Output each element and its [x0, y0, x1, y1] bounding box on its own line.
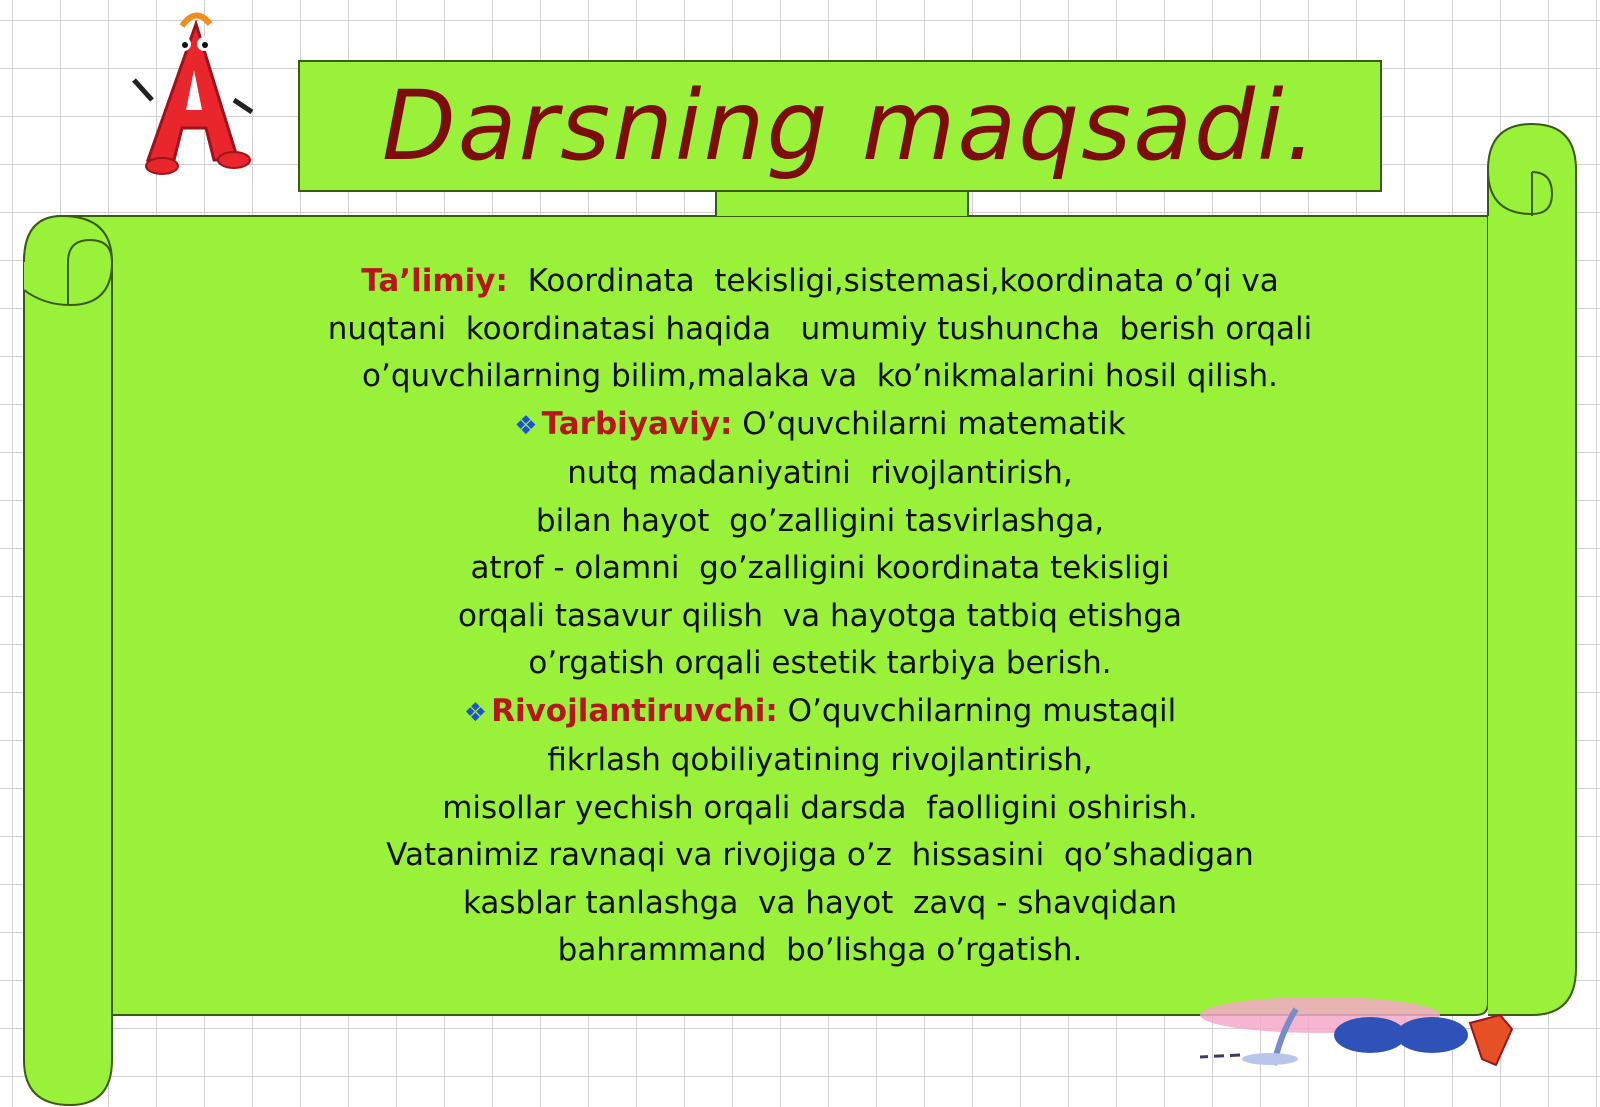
goal-line: fikrlash qobiliyatining rivojlantirish,	[547, 742, 1093, 778]
lesson-goals-text	[240, 258, 1400, 975]
section-label-rivojlantiruvchi: Rivojlantiruvchi:	[491, 692, 778, 729]
section-label-tarbiyaviy: Tarbiyaviy:	[541, 405, 733, 442]
goal-line: ❖ Rivojlantiruvchi: O’quvchilarning mustaqil	[463, 692, 1177, 729]
goal-line: orqali tasavur qilish va hayotga tatbiq etishga	[457, 597, 1183, 634]
goal-line: bilan hayot go’zalligini tasvirlashga,	[535, 502, 1105, 539]
diamond-bullet-icon: ❖	[514, 410, 538, 441]
cartoon-letter-a-icon	[126, 10, 266, 180]
page-title: Darsning maqsadi.	[381, 70, 1319, 182]
goal-line: ❖ Tarbiyaviy: O’quvchilarni matematik	[514, 405, 1126, 442]
goal-line: atrof - olamni go’zalligini koordinata tekisligi	[470, 550, 1170, 586]
goal-line: nuqtani koordinatasi haqida umumiy tushuncha berish orqali	[327, 310, 1313, 347]
goal-line: Ta’limiy: Koordinata tekisligi,sistemasi,koordinata o’qi va	[361, 263, 1279, 299]
goal-line: misollar yechish orqali darsda faolligini oshirish.	[442, 789, 1198, 826]
scroll-right-curl	[1488, 124, 1576, 1015]
goal-line: nutq madaniyatini rivojlantirish,	[567, 455, 1073, 491]
goal-line: bahrammand bo’lishga o’rgatish.	[557, 932, 1083, 968]
section-label-talimiy: Ta’limiy:	[361, 263, 508, 299]
goal-line: kasblar tanlashga va hayot zavq - shavqidan	[463, 884, 1177, 921]
goal-line: Vatanimiz ravnaqi va rivojiga o’z hissasini qo’shadigan	[386, 837, 1254, 873]
diamond-bullet-icon: ❖	[463, 697, 488, 728]
goal-line: o’quvchilarning bilim,malaka va ko’nikmalarini hosil qilish.	[362, 358, 1278, 394]
title-tab	[716, 188, 968, 216]
cartoon-character-feet-icon	[1200, 995, 1540, 1105]
title-box	[298, 60, 1382, 192]
goal-line: o’rgatish orqali estetik tarbiya berish.	[528, 645, 1112, 681]
